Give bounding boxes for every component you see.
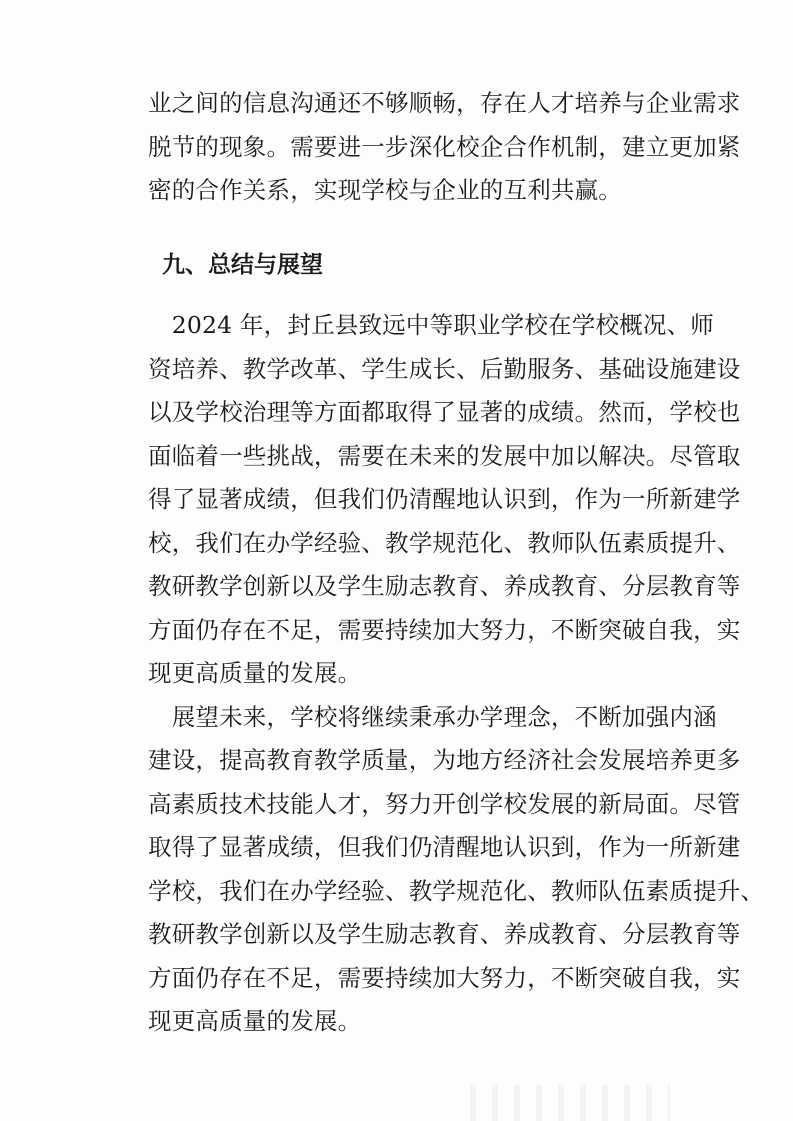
intro-line: 业之间的信息沟通还不够顺畅，存在人才培养与企业需求 xyxy=(148,89,741,117)
intro-line: 脱节的现象。需要进一步深化校企合作机制，建立更加紧 xyxy=(148,133,741,161)
paragraph-line: 面临着一些挑战，需要在未来的发展中加以解决。尽管取 xyxy=(148,442,741,470)
paragraph-line: 展望未来，学校将继续秉承办学理念，不断加强内涵 xyxy=(148,703,717,731)
section-heading: 九、总结与展望 xyxy=(162,252,323,278)
paragraph-line: 高素质技术技能人才，努力开创学校发展的新局面。尽管 xyxy=(148,790,741,818)
paragraph-line: 现更高质量的发展。 xyxy=(148,659,362,687)
paragraph-line: 以及学校治理等方面都取得了显著的成绩。然而，学校也 xyxy=(148,398,741,426)
paragraph-line: 得了显著成绩，但我们仍清醒地认识到，作为一所新建学 xyxy=(148,485,741,513)
paragraph-line: 建设，提高教育教学质量，为地方经济社会发展培养更多 xyxy=(148,746,741,774)
paragraph-line: 资培养、教学改革、学生成长、后勤服务、基础设施建设 xyxy=(148,355,741,383)
paragraph-line: 校，我们在办学经验、教学规范化、教师队伍素质提升、 xyxy=(148,529,741,557)
paragraph-line: 方面仍存在不足，需要持续加大努力，不断突破自我，实 xyxy=(148,616,741,644)
paragraph-line: 取得了显著成绩，但我们仍清醒地认识到，作为一所新建 xyxy=(148,833,741,861)
paragraph-line: 教研教学创新以及学生励志教育、养成教育、分层教育等 xyxy=(148,572,741,600)
paragraph-line: 2024 年，封丘县致远中等职业学校在学校概况、师 xyxy=(148,311,714,339)
paragraph-line: 现更高质量的发展。 xyxy=(148,1007,362,1035)
scan-bleed-through xyxy=(470,1085,670,1121)
paragraph-line: 方面仍存在不足，需要持续加大努力，不断突破自我，实 xyxy=(148,964,741,992)
paragraph-line: 学校，我们在办学经验、教学规范化、教师队伍素质提升、 xyxy=(148,877,765,905)
paragraph-line: 教研教学创新以及学生励志教育、养成教育、分层教育等 xyxy=(148,920,741,948)
intro-line: 密的合作关系，实现学校与企业的互利共赢。 xyxy=(148,176,622,204)
